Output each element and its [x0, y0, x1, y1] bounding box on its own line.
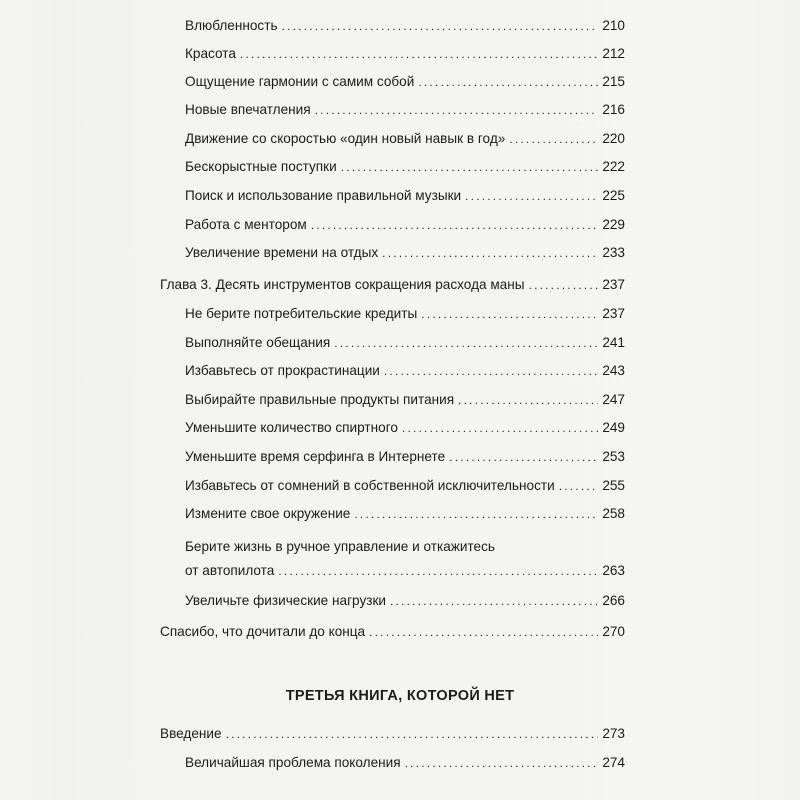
toc-entry-title: Измените свое окружение	[185, 506, 351, 521]
toc-entry	[185, 129, 625, 149]
toc-entry-title: Увеличение времени на отдых	[185, 245, 379, 260]
toc-entry-page: 241	[602, 335, 625, 350]
toc-entry-title: Увеличьте физические нагрузки	[185, 593, 387, 608]
toc-entry-page: 229	[602, 217, 625, 232]
part-heading: ТРЕТЬЯ КНИГА, КОТОРОЙ НЕТ	[285, 688, 515, 704]
dot-leader	[278, 561, 598, 581]
toc-entry	[185, 591, 625, 611]
toc-entry	[185, 333, 625, 353]
toc-entry-page: 237	[602, 306, 625, 321]
toc-entry-page: 237	[602, 277, 625, 292]
toc-entry-title: Избавьтесь от сомнений в собственной исключительности	[185, 478, 555, 493]
dot-leader	[341, 157, 599, 177]
toc-entry	[185, 16, 625, 36]
toc-entry-page: 253	[602, 449, 625, 464]
toc-entry-title: Выбирайте правильные продукты питания	[185, 392, 455, 407]
toc-entry-title: Выполняйте обещания	[185, 335, 331, 350]
toc-entry-page: 270	[602, 624, 625, 639]
toc-entry-page: 225	[602, 188, 625, 203]
toc-entry-title: Не берите потребительские кредиты	[185, 306, 418, 321]
toc-entry-page: 212	[602, 46, 625, 61]
toc-entry	[185, 447, 625, 467]
toc-entry-title: Работа с ментором	[185, 217, 307, 232]
toc-entry	[185, 157, 625, 177]
dot-leader	[311, 215, 599, 235]
toc-entry	[185, 753, 625, 773]
toc-entry	[185, 361, 625, 381]
dot-leader	[559, 476, 599, 496]
toc-entry-page: 274	[602, 755, 625, 770]
dot-leader	[529, 275, 599, 295]
toc-entry-page: 249	[602, 420, 625, 435]
dot-leader	[421, 304, 598, 324]
dot-leader	[449, 447, 598, 467]
toc-entry	[185, 72, 625, 92]
toc-entry-page: 220	[602, 131, 625, 146]
toc-entry	[185, 504, 625, 524]
toc-entry-title: Введение	[160, 726, 222, 741]
dot-leader	[465, 186, 598, 206]
dot-leader	[402, 418, 598, 438]
toc-entry-title: Красота	[185, 46, 236, 61]
toc-entry	[185, 561, 625, 581]
toc-entry-title: Новые впечатления	[185, 102, 311, 117]
toc-entry-title: Глава 3. Десять инструментов сокращения расхода маны	[160, 277, 525, 292]
toc-chapter-entry	[160, 622, 625, 642]
toc-entry-title: от автопилота	[185, 563, 275, 578]
toc-entry-title: Влюбленность	[185, 18, 278, 33]
dot-leader	[282, 16, 599, 36]
toc-entry-page: 216	[602, 102, 625, 117]
dot-leader	[509, 129, 598, 149]
toc-entry-title: Избавьтесь от прокрастинации	[185, 363, 380, 378]
toc-entry-title: Величайшая проблема поколения	[185, 755, 401, 770]
toc-entry-page: 273	[602, 726, 625, 741]
toc-entry	[185, 304, 625, 324]
dot-leader	[418, 72, 598, 92]
toc-entry	[185, 390, 625, 410]
toc-entry-page: 255	[602, 478, 625, 493]
toc-entry-title: Спасибо, что дочитали до конца	[160, 624, 366, 639]
dot-leader	[458, 390, 598, 410]
toc-chapter-entry	[160, 724, 625, 744]
dot-leader	[334, 333, 598, 353]
toc-entry	[185, 44, 625, 64]
toc-entry-title: Уменьшите время серфинга в Интернете	[185, 449, 446, 464]
toc-entry	[185, 476, 625, 496]
toc-entry-first-line: Берите жизнь в ручное управление и откажитесь	[185, 539, 496, 554]
dot-leader	[405, 753, 599, 773]
toc-entry-title: Поиск и использование правильной музыки	[185, 188, 462, 203]
dot-leader	[382, 243, 598, 263]
dot-leader	[369, 622, 598, 642]
toc-entry-title: Уменьшите количество спиртного	[185, 420, 398, 435]
toc-entry-page: 243	[602, 363, 625, 378]
toc-entry	[185, 186, 625, 206]
dot-leader	[226, 724, 599, 744]
dot-leader	[390, 591, 598, 611]
toc-entry	[185, 243, 625, 263]
toc-entry	[185, 215, 625, 235]
toc-entry-title: Ощущение гармонии с самим собой	[185, 74, 415, 89]
dot-leader	[315, 100, 599, 120]
toc-entry	[185, 418, 625, 438]
toc-entry-page: 233	[602, 245, 625, 260]
toc-entry-page: 266	[602, 593, 625, 608]
toc-entry-title: Бескорыстные поступки	[185, 159, 337, 174]
toc-entry-page: 258	[602, 506, 625, 521]
toc-entry-page: 247	[602, 392, 625, 407]
toc-entry-page: 210	[602, 18, 625, 33]
toc-entry	[185, 100, 625, 120]
toc-entry-title: Движение со скоростью «один новый навык в год»	[185, 131, 506, 146]
toc-chapter-entry	[160, 275, 625, 295]
toc-entry-page: 263	[602, 563, 625, 578]
toc-entry-page: 222	[602, 159, 625, 174]
dot-leader	[354, 504, 598, 524]
toc-entry-page: 215	[602, 74, 625, 89]
dot-leader	[384, 361, 598, 381]
dot-leader	[240, 44, 598, 64]
